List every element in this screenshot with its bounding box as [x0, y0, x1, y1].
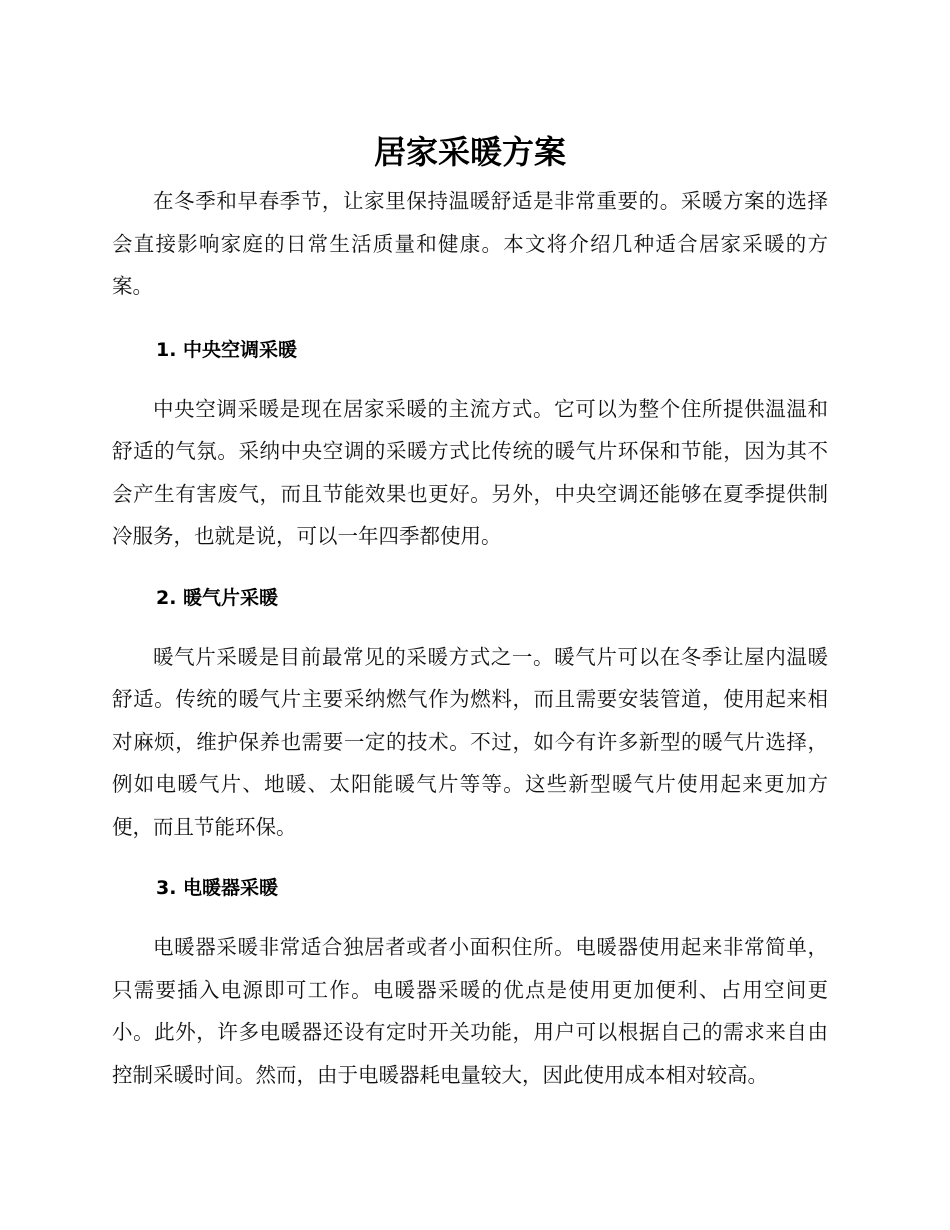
section-heading-central-ac: 1. 中央空调采暖 [156, 338, 298, 361]
section-body-central-ac: 中央空调采暖是现在居家采暖的主流方式。它可以为整个住所提供温温和舒适的气氛。采纳中央空调的采暖方式比传统的暖气片环保和节能，因为其不会产生有害废气，而且节能效果也更好。另外，中央空调还能够在夏季提供制冷服务，也就是说，可以一年四季都使用。 [112, 396, 828, 548]
section-heading-electric-heater: 3. 电暖器采暖 [156, 877, 279, 899]
section-body-radiator: 暖气片采暖是目前最常见的采暖方式之一。暖气片可以在冬季让屋内温暖舒适。传统的暖气片主要采纳燃气作为燃料，而且需要安装管道，使用起来相对麻烦，维护保养也需要一定的技术。不过，如今有许多新型的暖气片选择，例如电暖气片、地暖、太阳能暖气片等等。这些新型暖气片使用起来更加方便，而且节能环保。 [112, 644, 828, 839]
document-page [112, 128, 828, 1096]
section-body-electric-heater: 电暖器采暖非常适合独居者或者小面积住所。电暖器使用起来非常简单，只需要插入电源即可工作。电暖器采暖的优点是使用更加便利、占用空间更小。此外，许多电暖器还设有定时开关功能，用户可以根据自己的需求来自由控制采暖时间。然而，由于电暖器耗电量较大，因此使用成本相对较高。 [112, 935, 828, 1087]
intro-paragraph: 在冬季和早春季节，让家里保持温暖舒适是非常重要的。采暖方案的选择会直接影响家庭的日常生活质量和健康。本文将介绍几种适合居家采暖的方案。 [112, 189, 828, 298]
document-title: 居家采暖方案 [373, 133, 566, 171]
section-heading-radiator: 2. 暖气片采暖 [156, 586, 279, 609]
